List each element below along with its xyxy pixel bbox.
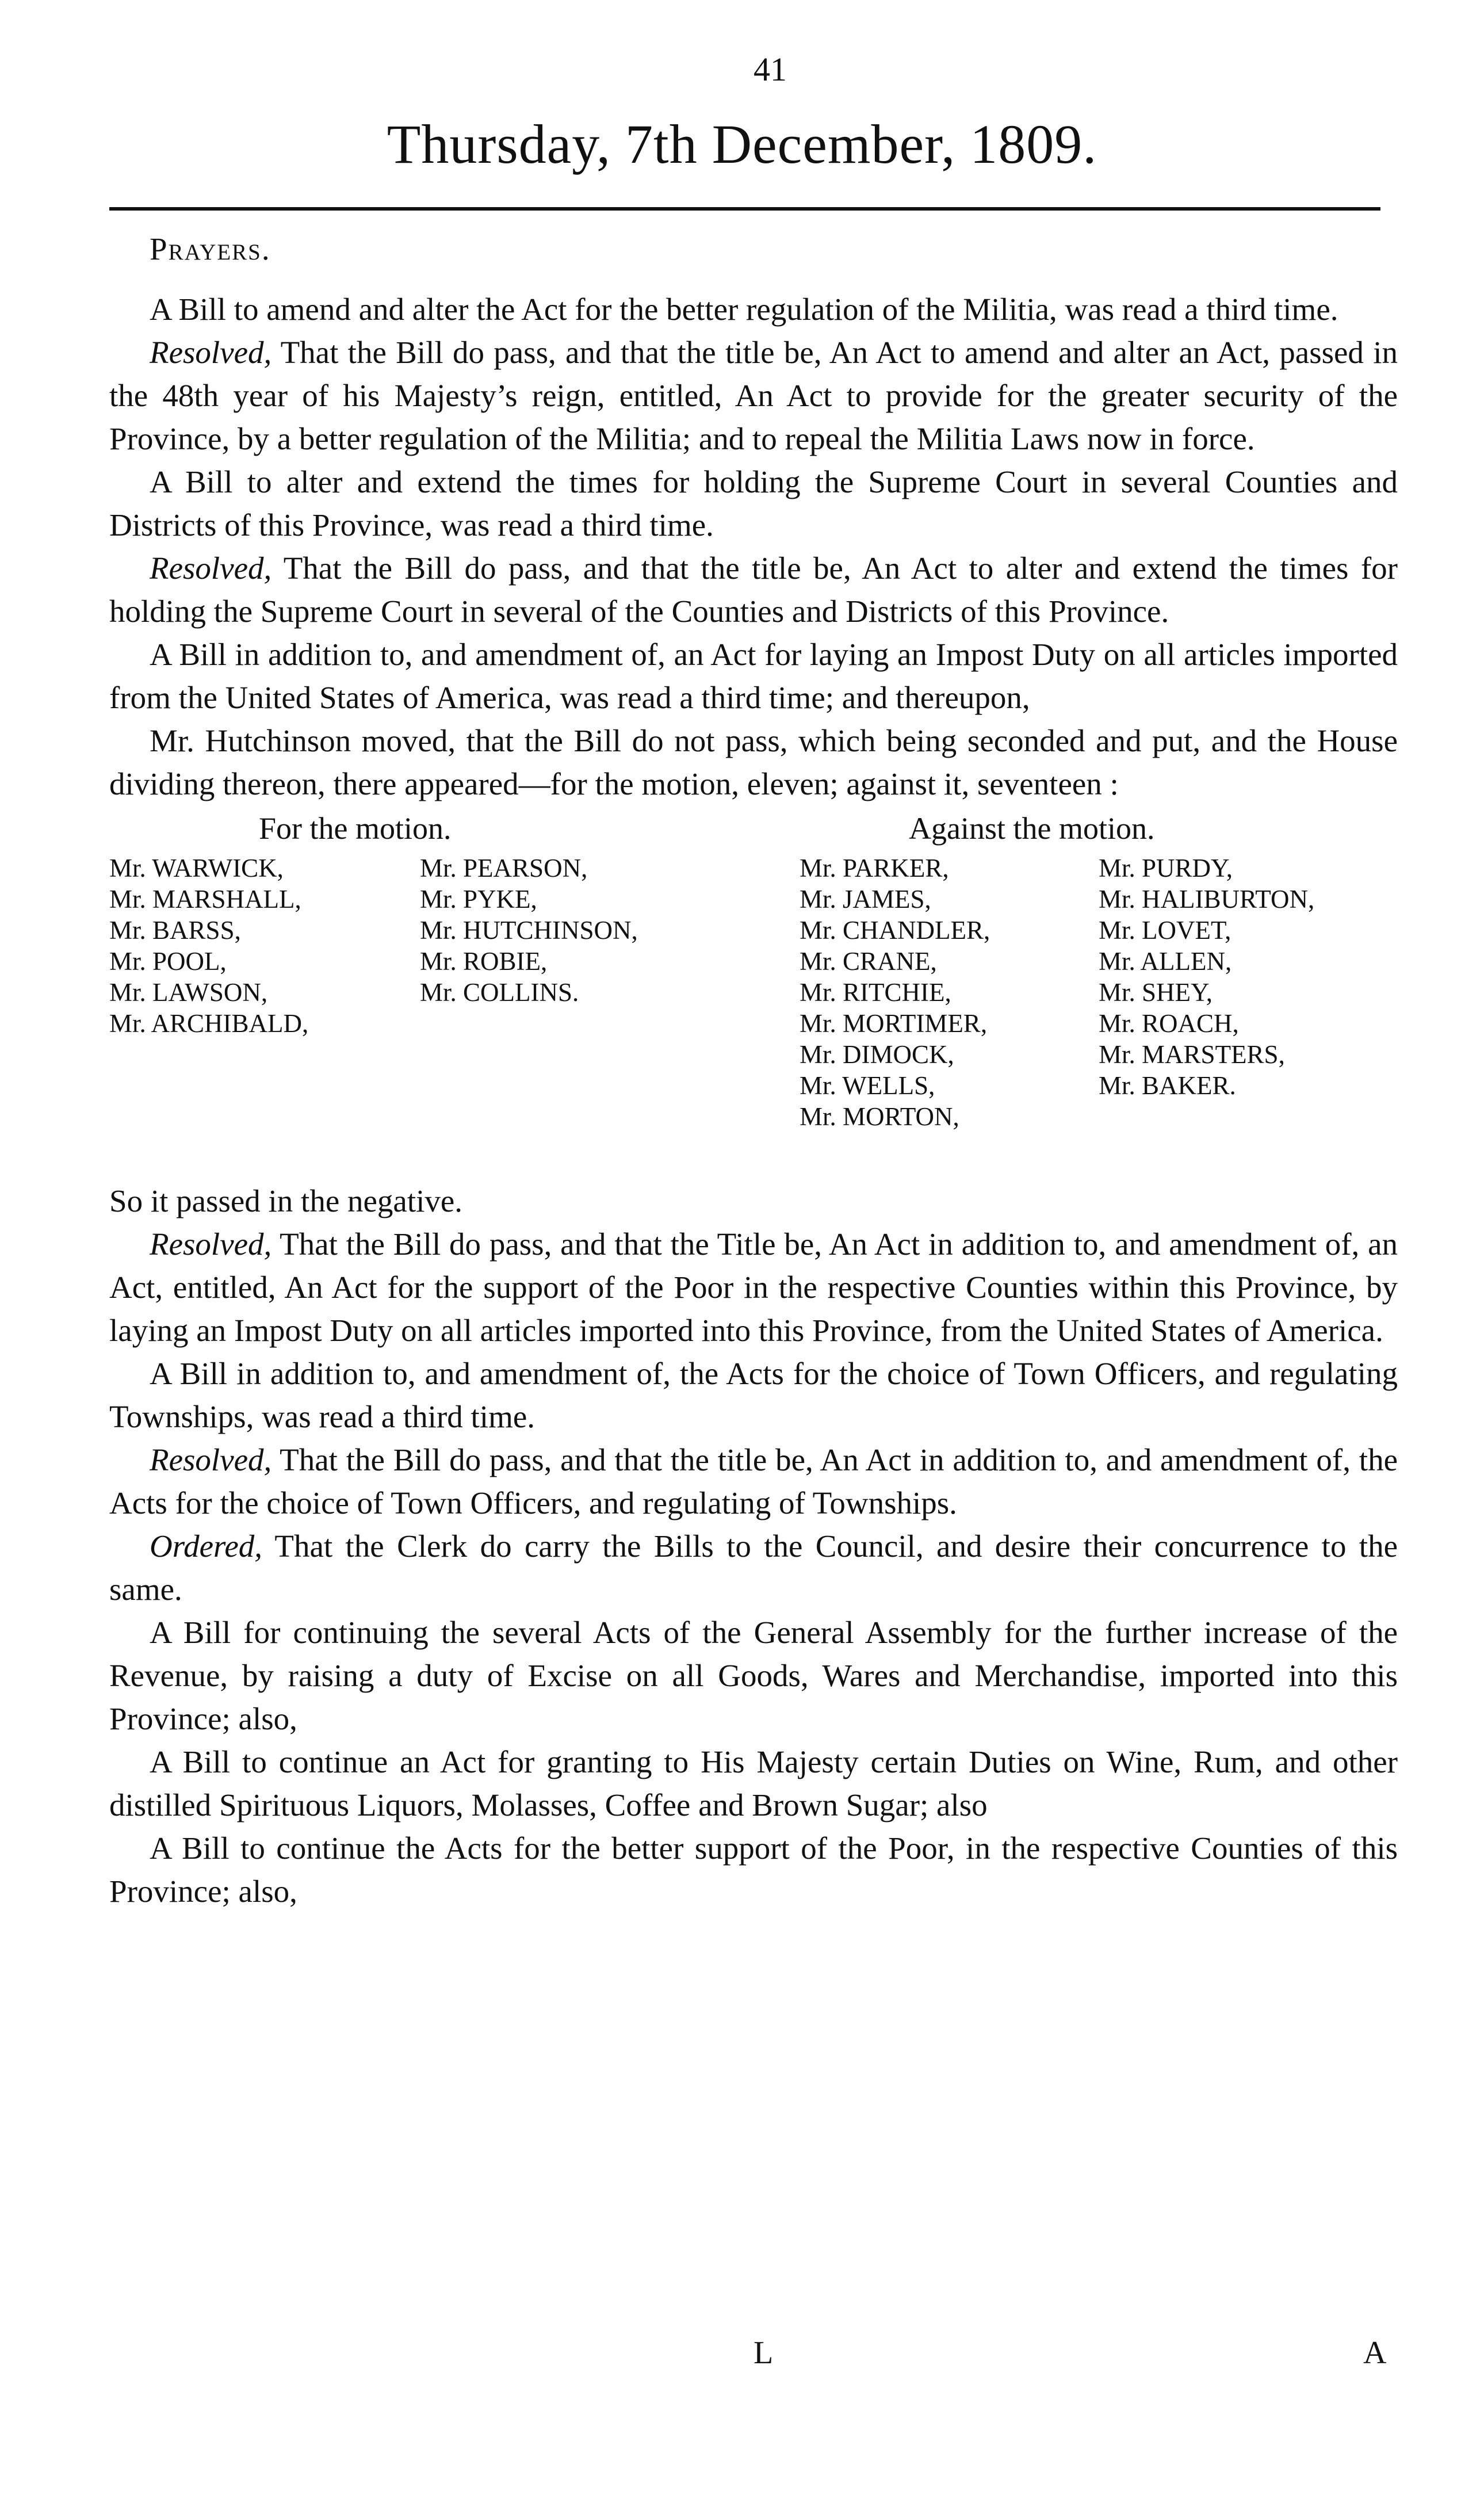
- paragraph-town-officers-bill: A Bill in addition to, and amendment of, the Acts for the choice of Town Officers, and regulating Townships, was read a third time.: [109, 1356, 1398, 1434]
- page-number: 41: [754, 51, 787, 88]
- member-name: Mr. HUTCHINSON,: [420, 916, 638, 945]
- member-name: Mr. BARSS,: [109, 916, 241, 945]
- paragraph-poor-act-resolved: [109, 1222, 1398, 1352]
- member-name: Mr. PURDY,: [1099, 854, 1233, 882]
- member-name: Mr. ROACH,: [1099, 1009, 1239, 1038]
- for-motion-heading: For the motion.: [259, 811, 452, 846]
- member-name: Mr. PEARSON,: [420, 854, 588, 882]
- member-name: Mr. MARSTERS,: [1099, 1040, 1285, 1069]
- ordered-text: That the Clerk do carry the Bills to the Council, and desire their concurrence to the same.: [109, 1529, 1398, 1607]
- member-name: Mr. POOL,: [109, 947, 227, 976]
- resolved-text: That the Bill do pass, and that the Title be, An Act in addition to, and amendment of, an Act, entitled, An Act for the support of the Poor in the respective Counties within this Province, by laying an Impost Duty on all articles imported into this Province, from the United States of America.: [109, 1226, 1398, 1348]
- paragraph-supreme-court-bill: A Bill to alter and extend the times for holding the Supreme Court in several Counties and Districts of this Province, was read a third time.: [109, 464, 1398, 542]
- member-name: Mr. CHANDLER,: [800, 916, 990, 945]
- for-motion-column-2: [420, 853, 638, 1008]
- against-motion-column-1: [800, 853, 990, 1132]
- paragraph-clerk-ordered: [109, 1524, 1398, 1611]
- member-name: Mr. MORTON,: [800, 1102, 959, 1131]
- resolved-label: Resolved,: [150, 1226, 272, 1262]
- member-name: Mr. RITCHIE,: [800, 978, 951, 1007]
- member-name: Mr. LOVET,: [1099, 916, 1231, 945]
- paragraph-militia-bill: A Bill to amend and alter the Act for the better regulation of the Militia, was read a third time.: [150, 292, 1338, 327]
- member-name: Mr. CRANE,: [800, 947, 937, 976]
- paragraph-negative-result: So it passed in the negative.: [109, 1183, 463, 1218]
- paragraph-militia-resolved: [109, 331, 1398, 460]
- date-heading: Thursday, 7th December, 1809.: [387, 113, 1097, 175]
- resolved-label: Resolved,: [150, 551, 272, 586]
- resolved-label: Resolved,: [150, 1442, 272, 1477]
- against-motion-column-2: [1099, 853, 1314, 1101]
- member-name: Mr. PYKE,: [420, 885, 537, 914]
- ordered-label: Ordered,: [150, 1529, 263, 1564]
- member-name: Mr. BAKER.: [1099, 1071, 1236, 1100]
- resolved-text: That the Bill do pass, and that the title be, An Act in addition to, and amendment of, the Acts for the choice of Town Officers, and regulating of Townships.: [109, 1442, 1398, 1520]
- against-motion-heading: Against the motion.: [909, 811, 1155, 846]
- member-name: Mr. SHEY,: [1099, 978, 1213, 1007]
- division-list: [109, 811, 1398, 1179]
- member-name: Mr. LAWSON,: [109, 978, 268, 1007]
- paragraph-poor-support-bill: A Bill to continue the Acts for the better support of the Poor, in the respective Counties of this Province; also,: [109, 1831, 1398, 1909]
- member-name: Mr. WELLS,: [800, 1071, 935, 1100]
- paragraph-revenue-bill: A Bill for continuing the several Acts of the General Assembly for the further increase of the Revenue, by raising a duty of Excise on all Goods, Wares and Merchandise, imported into this Province; also,: [109, 1615, 1398, 1736]
- member-name: Mr. MORTIMER,: [800, 1009, 988, 1038]
- heading-rule: [109, 207, 1380, 211]
- member-name: Mr. COLLINS.: [420, 978, 579, 1007]
- prayers-line: [109, 227, 1398, 270]
- paragraph-duties-bill: A Bill to continue an Act for granting to His Majesty certain Duties on Wine, Rum, and other distilled Spirituous Liquors, Molasses, Coffee and Brown Sugar; also: [109, 1744, 1398, 1822]
- member-name: Mr. DIMOCK,: [800, 1040, 954, 1069]
- member-name: Mr. ROBIE,: [420, 947, 548, 976]
- catchword: A: [1363, 2335, 1387, 2371]
- signature-mark: L: [754, 2335, 774, 2371]
- member-name: Mr. HALIBURTON,: [1099, 885, 1315, 914]
- member-name: Mr. WARWICK,: [109, 854, 284, 882]
- member-name: Mr. ARCHIBALD,: [109, 1009, 309, 1038]
- member-name: Mr. JAMES,: [800, 885, 931, 914]
- member-name: Mr. PARKER,: [800, 854, 949, 882]
- resolved-text: That the Bill do pass, and that the title be, An Act to alter and extend the times for holding the Supreme Court in several of the Counties and Districts of this Province.: [109, 551, 1398, 629]
- resolved-text: That the Bill do pass, and that the title be, An Act to amend and alter an Act, passed in the 48th year of his Majesty’s reign, entitled, An Act to provide for the greater security of the Province, by a better regulation of the Militia; and to repeal the Militia Laws now in force.: [109, 335, 1398, 456]
- journal-body: [109, 227, 1398, 1913]
- member-name: Mr. ALLEN,: [1099, 947, 1232, 976]
- paragraph-hutchinson-motion: Mr. Hutchinson moved, that the Bill do not pass, which being seconded and put, and the House dividing thereon, there appeared—for the motion, eleven; against it, seventeen :: [109, 723, 1398, 801]
- paragraph-impost-bill: A Bill in addition to, and amendment of, an Act for laying an Impost Duty on all articles imported from the United States of America, was read a third time; and thereupon,: [109, 637, 1398, 715]
- paragraph-supreme-court-resolved: [109, 547, 1398, 633]
- resolved-label: Resolved,: [150, 335, 272, 370]
- member-name: Mr. MARSHALL,: [109, 885, 301, 914]
- prayers-label: Prayers.: [150, 231, 271, 266]
- paragraph-town-officers-resolved: [109, 1438, 1398, 1524]
- for-motion-column-1: [109, 853, 308, 1039]
